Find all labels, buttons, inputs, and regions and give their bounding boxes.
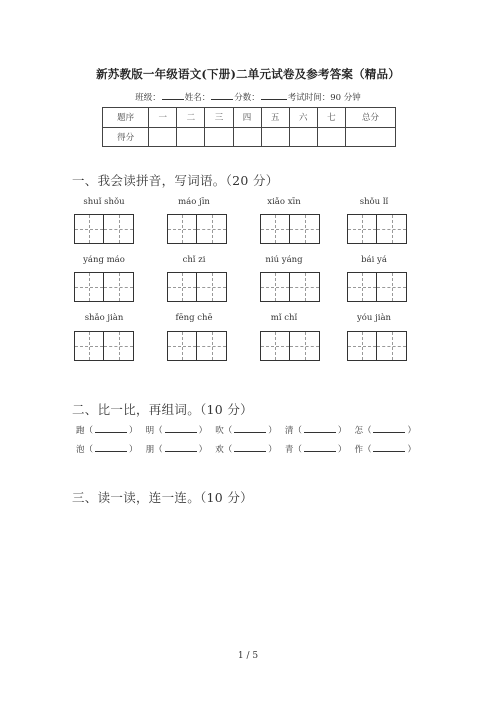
section-2-title: 二、比一比，再组词。（10 分） [72, 402, 253, 417]
pinyin-label: shǒu lǐ [359, 197, 389, 207]
document-title: 新苏教版一年级语文(下册)二单元试卷及参考答案（精品） [96, 67, 400, 81]
compare-char: 怎 [354, 426, 363, 436]
compare-item: 跑 （ ） [76, 426, 138, 436]
score-cell[interactable] [261, 127, 289, 147]
writing-grid[interactable] [74, 214, 134, 244]
writing-grid[interactable] [167, 331, 227, 361]
pinyin-label: niú yáng [265, 255, 303, 265]
writing-grid[interactable] [167, 272, 227, 302]
score-cell[interactable] [205, 127, 233, 147]
score-cell[interactable] [149, 127, 177, 147]
writing-grid[interactable] [260, 214, 320, 244]
answer-blank[interactable] [165, 424, 197, 433]
name-blank[interactable] [211, 99, 233, 100]
answer-blank[interactable] [95, 443, 127, 452]
pinyin-label: shuǐ shǒu [83, 197, 125, 207]
score-table-score-row [103, 127, 396, 147]
pinyin-label: chǐ zi [182, 255, 206, 265]
compare-char: 吹 [215, 426, 224, 436]
table-cell: 四 [233, 108, 261, 128]
compare-item: 怎 （ ） [354, 426, 416, 436]
writing-grid[interactable] [347, 331, 407, 361]
pinyin-label: shǎo jiàn [84, 313, 124, 323]
compare-char: 作 [354, 445, 363, 455]
compare-item: 明 （ ） [145, 426, 208, 436]
answer-blank[interactable] [165, 443, 197, 452]
page-number: 1 / 5 [237, 651, 259, 661]
time-label: 考试时间：90 分钟 [287, 93, 361, 103]
writing-grid[interactable] [260, 331, 320, 361]
class-blank[interactable] [162, 99, 184, 100]
score-table-header-row [103, 108, 396, 128]
class-label: 班级： [135, 93, 161, 103]
table-cell: 一 [149, 108, 177, 128]
score-blank[interactable] [261, 99, 287, 100]
section-3-title: 三、读一读，连一连。（10 分） [72, 490, 253, 505]
score-cell[interactable] [317, 127, 345, 147]
compare-item: 青 （ ） [284, 445, 347, 455]
score-cell[interactable] [233, 127, 261, 147]
name-label: 姓名： [184, 93, 211, 103]
writing-grid[interactable] [167, 214, 227, 244]
answer-blank[interactable] [304, 424, 336, 433]
compare-char: 明 [145, 426, 155, 436]
writing-grid[interactable] [260, 272, 320, 302]
score-cell[interactable] [289, 127, 317, 147]
writing-grid[interactable] [74, 272, 134, 302]
answer-blank[interactable] [304, 443, 336, 452]
table-cell: 七 [317, 108, 345, 128]
writing-grid[interactable] [74, 331, 134, 361]
compare-item: 作 （ ） [354, 445, 416, 455]
answer-blank[interactable] [95, 424, 127, 433]
answer-blank[interactable] [234, 424, 266, 433]
table-cell: 得分 [103, 127, 149, 147]
answer-blank[interactable] [373, 443, 405, 452]
compare-char: 欢 [215, 445, 224, 455]
student-info-line [0, 91, 496, 103]
compare-char: 泡 [76, 445, 85, 455]
table-cell: 总分 [345, 108, 395, 128]
table-cell: 五 [261, 108, 289, 128]
pinyin-label: fēng chē [175, 313, 213, 323]
table-cell: 三 [205, 108, 233, 128]
pinyin-label: mǐ chǐ [270, 313, 298, 323]
table-cell: 六 [289, 108, 317, 128]
compare-item: 吹 （ ） [215, 426, 277, 436]
score-table [102, 107, 396, 147]
compare-row-1 [76, 424, 416, 436]
compare-item: 欢 （ ） [215, 445, 277, 455]
compare-row-2 [76, 443, 416, 455]
compare-char: 青 [284, 445, 294, 455]
compare-char: 清 [284, 426, 294, 436]
answer-blank[interactable] [373, 424, 405, 433]
score-label: 分数： [234, 93, 260, 103]
writing-grid[interactable] [347, 214, 407, 244]
compare-char: 朋 [145, 445, 155, 455]
compare-char: 跑 [76, 426, 85, 436]
pinyin-label: máo jīn [178, 197, 210, 207]
pinyin-label: yóu jiàn [357, 313, 391, 323]
compare-item: 泡 （ ） [76, 445, 138, 455]
section-1-title: 一、我会读拼音，写词语。（20 分） [72, 173, 279, 188]
score-cell[interactable] [177, 127, 205, 147]
writing-grid[interactable] [347, 272, 407, 302]
answer-blank[interactable] [234, 443, 266, 452]
table-cell: 题序 [103, 108, 149, 128]
table-cell: 二 [177, 108, 205, 128]
compare-item: 清 （ ） [284, 426, 347, 436]
score-cell[interactable] [345, 127, 395, 147]
compare-item: 朋 （ ） [145, 445, 208, 455]
pinyin-label: bái yá [361, 255, 387, 265]
pinyin-label: yáng máo [83, 255, 125, 265]
pinyin-label: xiǎo xīn [267, 197, 301, 207]
